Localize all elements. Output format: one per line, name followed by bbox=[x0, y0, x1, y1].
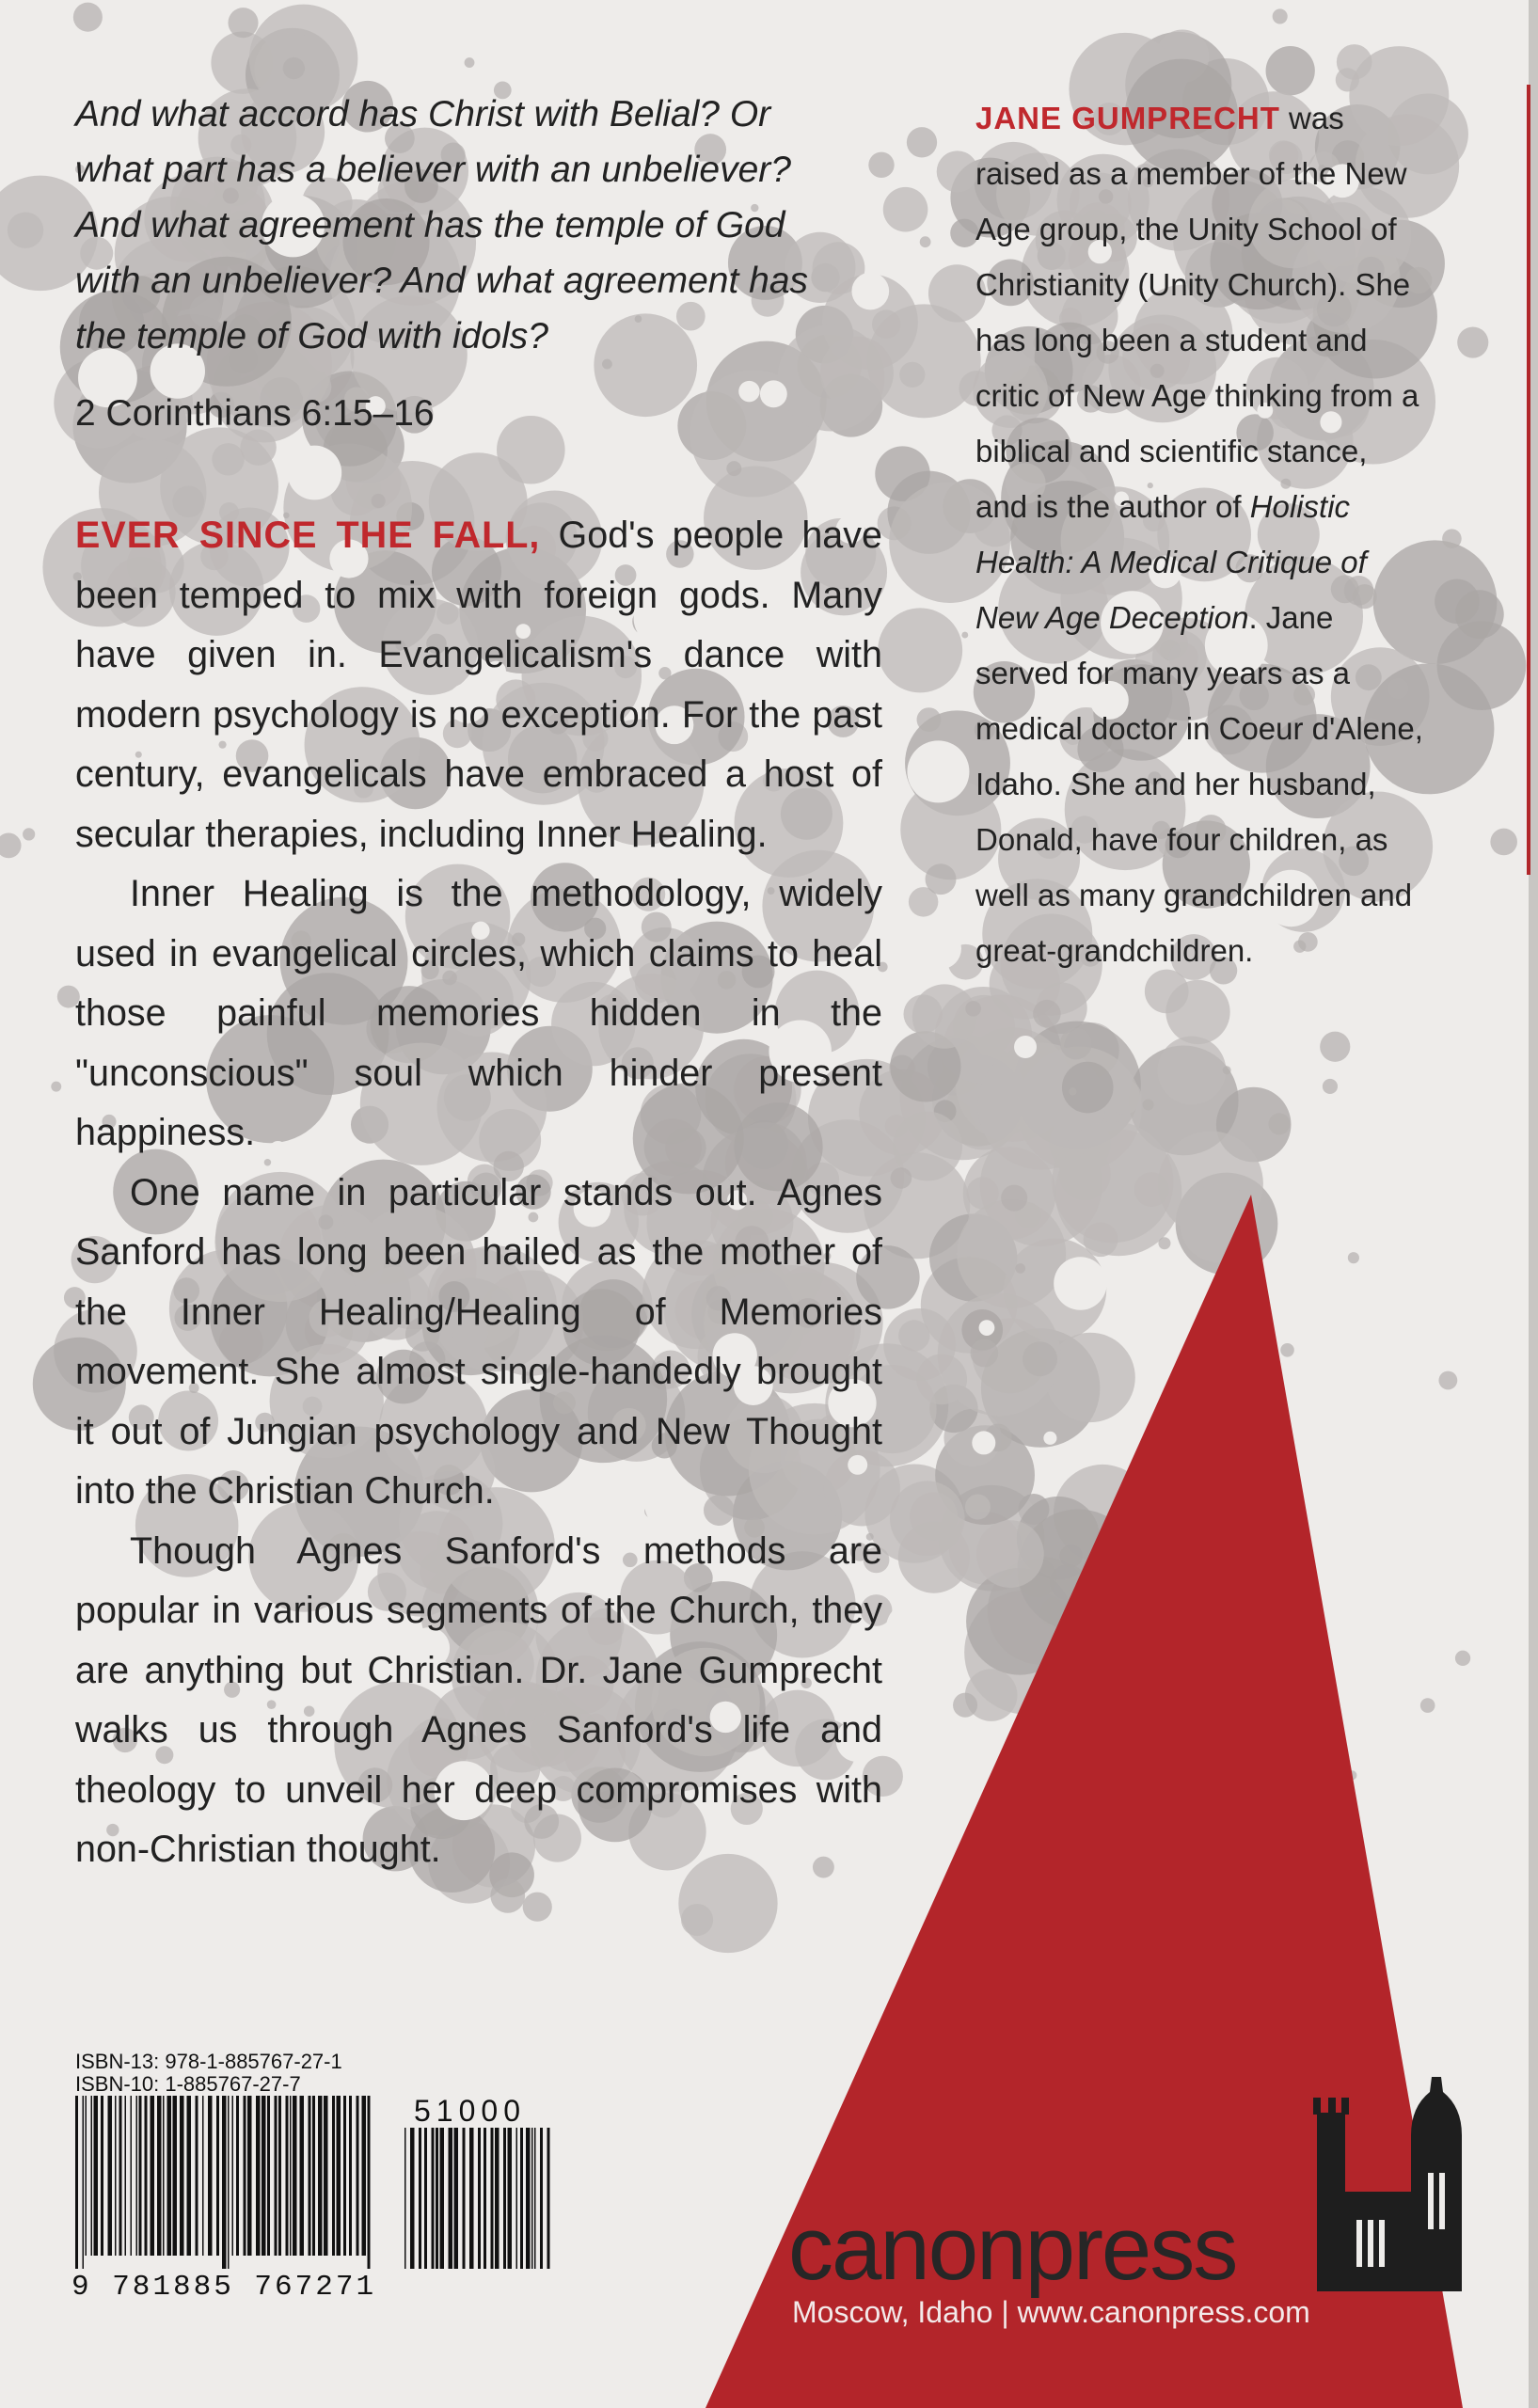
bio-text: was raised as a member of the New Age group, the Unity School of Christianity (Unity Church). She has long been a student and critic of New Age thinking from a biblical and scientific stance, and is the author of bbox=[975, 101, 1419, 524]
tower-logo-icon bbox=[1300, 2069, 1479, 2295]
barcode-digits: 9 781885 767271 bbox=[71, 2271, 377, 2304]
price-code: 51000 bbox=[414, 2094, 526, 2128]
publisher-location: Moscow, Idaho | www.canonpress.com bbox=[792, 2295, 1310, 2329]
isbn-13: ISBN-13: 978-1-885767-27-1 bbox=[75, 2050, 342, 2073]
ean-barcode bbox=[75, 2096, 376, 2269]
description-paragraph-4: Though Agnes Sanford's methods are popular in various segments of the Church, they are anything but Christian. Dr. Jane Gumprecht walks us through Agnes Sanford's life and theology to unveil her deep compromises with non-Christian thought. bbox=[75, 1529, 882, 1870]
description-paragraph-3: One name in particular stands out. Agnes Sanford has long been hailed as the mother of the Inner Healing/Healing of Memories movement. She almost single-handedly brought it out of Jungian psychology and New Thought into the Christian Church. bbox=[75, 1171, 882, 1512]
author-bio bbox=[975, 90, 1425, 978]
publisher-name: canonpress bbox=[788, 2198, 1237, 2299]
scripture-quote bbox=[75, 87, 922, 364]
bio-text: . Jane served for many years as a medical doctor in Coeur d'Alene, Idaho. She and her husband, Donald, have four children, as well as many grandchildren and great-grandchildren. bbox=[975, 600, 1423, 968]
addon-barcode bbox=[404, 2128, 555, 2269]
quote-line: And what agreement has the temple of God bbox=[75, 205, 785, 246]
isbn-block bbox=[75, 2051, 342, 2096]
description-paragraph-2: Inner Healing is the methodology, widely used in evangelical circles, which claims to heal those painful memories hidden in the "unconscious" soul which hinder present happiness. bbox=[75, 873, 882, 1153]
quote-line: what part has a believer with an unbeliever? bbox=[75, 150, 791, 190]
book-title: Holistic Health: A Medical Critique of New Age Deception bbox=[975, 489, 1367, 635]
scripture-reference: 2 Corinthians 6:15–16 bbox=[75, 393, 435, 434]
description-paragraph-1 bbox=[75, 506, 882, 864]
book-description bbox=[75, 506, 882, 1880]
author-name: JANE GUMPRECHT bbox=[975, 101, 1280, 135]
quote-line: the temple of God with idols? bbox=[75, 316, 548, 356]
description-text: God's people have been temped to mix with foreign gods. Many have given in. Evangelicalism's dance with modern psychology is no exception. For the past century, evangelicals have embraced a host of secular therapies, including Inner Healing. bbox=[75, 515, 882, 855]
quote-line: with an unbeliever? And what agreement has bbox=[75, 261, 809, 301]
isbn-10: ISBN-10: 1-885767-27-7 bbox=[75, 2072, 301, 2096]
quote-line: And what accord has Christ with Belial? Or bbox=[75, 94, 771, 135]
description-lead: EVER SINCE THE FALL, bbox=[75, 515, 541, 556]
